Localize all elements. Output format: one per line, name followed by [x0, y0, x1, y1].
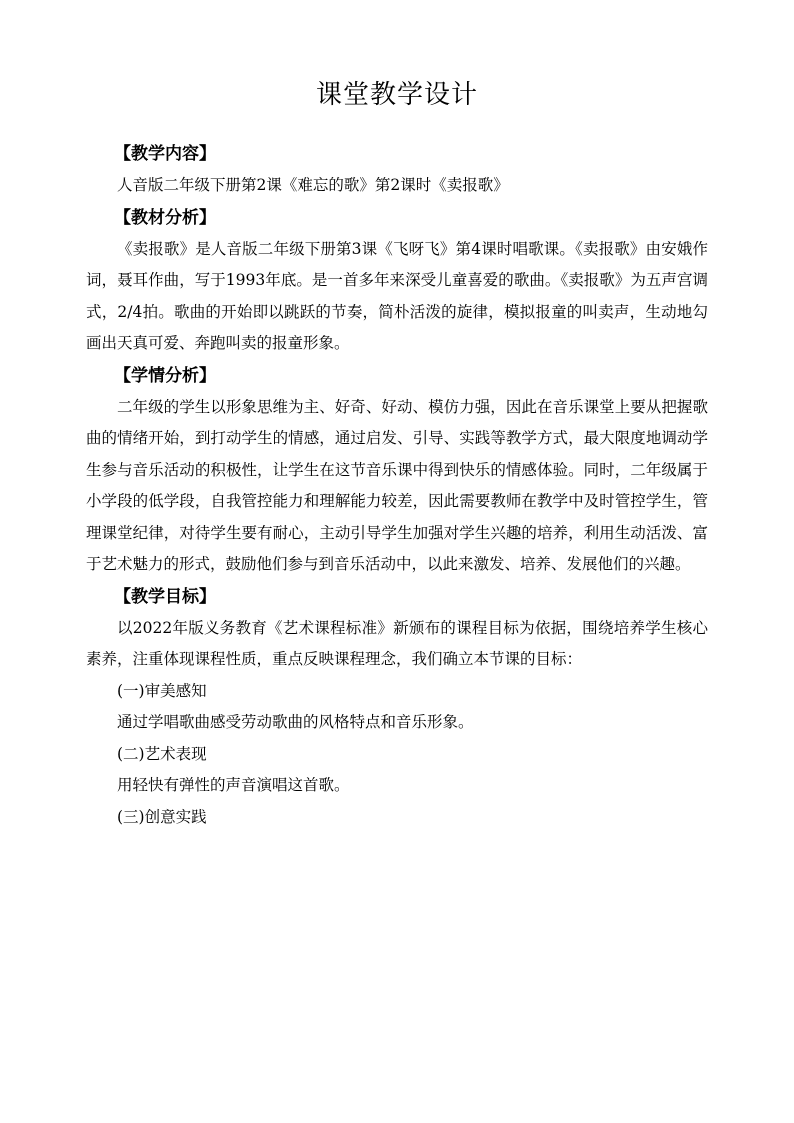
- section-heading-content: 【教学内容】: [114, 144, 216, 164]
- section-text-content: 人音版二年级下册第2课《难忘的歌》第2课时《卖报歌》: [117, 176, 509, 194]
- goal-text-aesthetic: 通过学唱歌曲感受劳动歌曲的风格特点和音乐形象。: [117, 713, 474, 731]
- goal-label-creative: (三)创意实践: [117, 807, 207, 826]
- section-text-students: 二年级的学生以形象思维为主、好奇、好动、模仿力强，因此在音乐课堂上要从把握歌曲的情绪开始，到打动学生的情感，通过启发、引导、实践等教学方式，最大限度地调动学生参与音乐活动的积极性，让学生在这节音乐课中得到快乐的情感体验。同时，二年级属于小学段的低学段，自我管控能力和理解能力较差，因此需要教师在教学中及时管控学生，管理课堂纪律，对待学生要有耐心，主动引导学生加强对学生兴趣的培养，利用生动活泼、富于艺术魅力的形式，鼓励他们参与到音乐活动中，以此来激发、培养、发展他们的兴趣。: [86, 397, 708, 573]
- goal-label-expression: (二)艺术表现: [117, 744, 207, 763]
- section-text-textbook: 《卖报歌》是人音版二年级下册第3课《飞呀飞》第4课时唱歌课。《卖报歌》由安娥作词，聂耳作曲，写于1993年底。是一首多年来深受儿童喜爱的歌曲。《卖报歌》为五声宫调式，2/4拍。歌曲的开始即以跳跃的节奏，简朴活泼的旋律，模拟报童的叫卖声，生动地勾画出天真可爱、奔跑叫卖的报童形象。: [86, 239, 708, 352]
- section-heading-goals: 【教学目标】: [114, 586, 216, 607]
- goal-text-expression: 用轻快有弹性的声音演唱这首歌。: [117, 776, 350, 794]
- section-heading-students: 【学情分析】: [114, 365, 216, 386]
- document-title: 课堂教学设计: [315, 80, 478, 110]
- section-text-goals-intro: 以2022年版义务教育《艺术课程标准》新颁布的课程目标为依据，围绕培养学生核心素养，注重体现课程性质，重点反映课程理念，我们确立本节课的目标：: [86, 618, 708, 668]
- goal-label-aesthetic: (一)审美感知: [117, 681, 207, 700]
- section-heading-textbook: 【教材分析】: [114, 207, 216, 228]
